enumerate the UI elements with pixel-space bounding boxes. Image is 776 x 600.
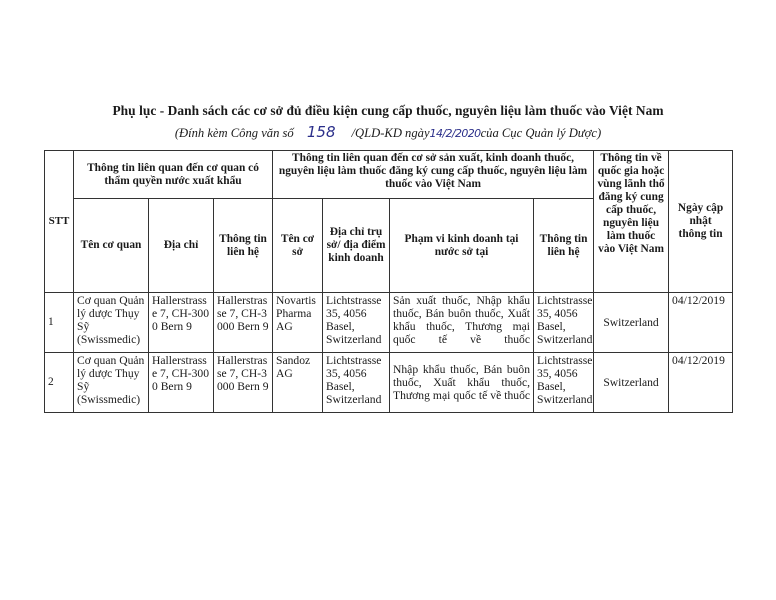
- header-stt: STT: [45, 151, 74, 293]
- agency-name: Cơ quan Quản lý dược Thụy Sỹ (Swissmedic): [74, 353, 149, 413]
- header-agency-address: Địa chỉ: [149, 199, 214, 293]
- header-facility-address: Địa chỉ trụ sở/ địa điểm kinh doanh: [323, 199, 390, 293]
- facility-address: Lichtstrasse 35, 4056 Basel, Switzerland: [323, 293, 390, 353]
- agency-address: Hallerstrasse 7, CH-3000 Bern 9: [149, 353, 214, 413]
- subtitle-suffix: của Cục Quản lý Dược): [480, 126, 602, 140]
- header-agency-name: Tên cơ quan: [74, 199, 149, 293]
- row-number: 2: [45, 353, 74, 413]
- facility-table: [44, 150, 733, 413]
- update-date: 04/12/2019: [669, 353, 733, 413]
- agency-contact: Hallerstrasse 7, CH-3000 Bern 9: [214, 293, 273, 353]
- header-country: Thông tin về quốc gia hoặc vùng lãnh thổ đăng ký cung cấp thuốc, nguyên liệu làm thuốc vào Việt Nam: [594, 151, 669, 293]
- handwritten-date: 14/2/2020: [429, 127, 481, 140]
- row-number: 1: [45, 293, 74, 353]
- document-subtitle: [0, 123, 776, 141]
- country: Switzerland: [594, 353, 669, 413]
- agency-contact: Hallerstrasse 7, CH-3000 Bern 9: [214, 353, 273, 413]
- header-business-scope: Phạm vi kinh doanh tại nước sở tại: [390, 199, 534, 293]
- business-scope: Nhập khẩu thuốc, Bán buôn thuốc, Xuất khẩu thuốc, Thương mại quốc tế về thuốc: [390, 353, 534, 413]
- document-title: Phụ lục - Danh sách các cơ sở đủ điều kiện cung cấp thuốc, nguyên liệu làm thuốc vào Việt Nam: [112, 103, 664, 118]
- table-row: [45, 293, 733, 353]
- business-scope: Sản xuất thuốc, Nhập khẩu thuốc, Bán buôn thuốc, Xuất khẩu thuốc, Thương mại quốc tế về thuốc: [390, 293, 534, 353]
- facility-address: Lichtstrasse 35, 4056 Basel, Switzerland: [323, 353, 390, 413]
- header-facility-group: Thông tin liên quan đến cơ sở sản xuất, kinh doanh thuốc, nguyên liệu làm thuốc đăng ký cung cấp thuốc, nguyên liệu làm thuốc vào Việt Nam: [273, 151, 594, 199]
- facility-name: Sandoz AG: [273, 353, 323, 413]
- header-authority-group: Thông tin liên quan đến cơ quan có thẩm quyền nước xuất khẩu: [74, 151, 273, 199]
- header-update-date: Ngày cập nhật thông tin: [669, 151, 733, 293]
- facility-name: Novartis Pharma AG: [273, 293, 323, 353]
- agency-name: Cơ quan Quản lý dược Thụy Sỹ (Swissmedic): [74, 293, 149, 353]
- facility-contact: Lichtstrasse 35, 4056 Basel, Switzerland: [534, 353, 594, 413]
- header-facility-contact: Thông tin liên hệ: [534, 199, 594, 293]
- table-row: [45, 353, 733, 413]
- agency-address: Hallerstrasse 7, CH-3000 Bern 9: [149, 293, 214, 353]
- header-facility-name: Tên cơ sở: [273, 199, 323, 293]
- country: Switzerland: [594, 293, 669, 353]
- facility-contact: Lichtstrasse 35, 4056 Basel, Switzerland: [534, 293, 594, 353]
- handwritten-document-number: 158: [306, 123, 336, 141]
- update-date: 04/12/2019: [669, 293, 733, 353]
- subtitle-prefix: (Đính kèm Công văn số: [174, 126, 294, 140]
- subtitle-middle: /QLD-KD ngày: [351, 126, 430, 140]
- header-agency-contact: Thông tin liên hệ: [214, 199, 273, 293]
